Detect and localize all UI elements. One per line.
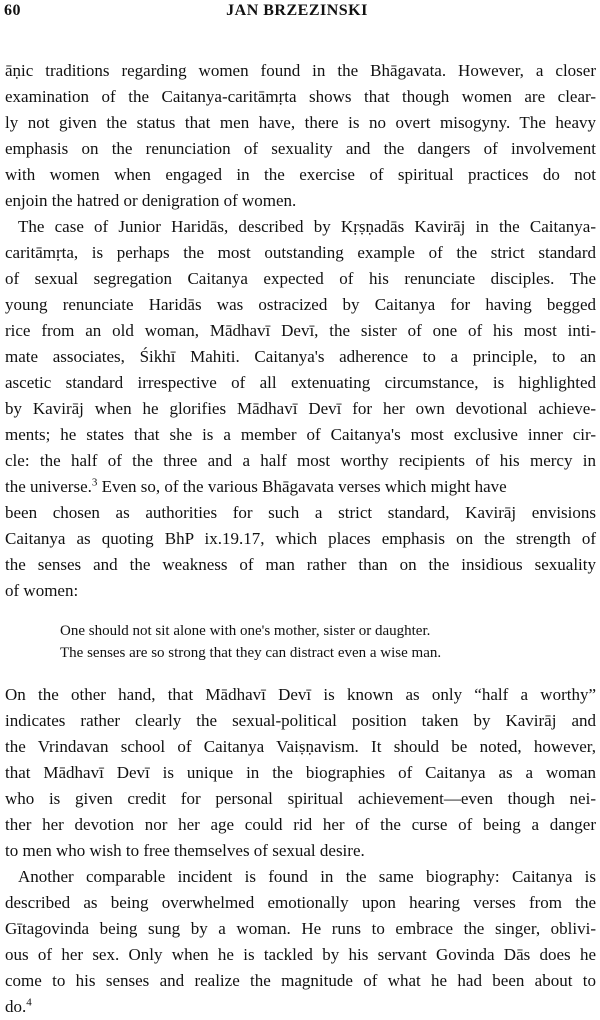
text-line: emphasis on the renunciation of sexuality and the dangers of involvement [5,139,596,158]
text-line: that Mādhavī Devī is unique in the biographies of Caitanya as a woman [5,763,596,782]
text-line: enjoin the hatred or denigration of women. [5,191,297,210]
text-line: caritāmṛta, is perhaps the most outstanding example of the strict standard [5,243,596,262]
text-line: indicates rather clearly the sexual-political position taken by Kavirāj and [5,711,596,730]
page-header [4,2,590,30]
text-line: the senses and the weakness of man rather than on the insidious sexuality [5,555,596,574]
footnote-ref[interactable]: 3 [91,476,98,489]
text-line: ments; he states that she is a member of Caitanya's most exclusive inner cir- [5,425,596,444]
text-line: ous of her sex. Only when he is tackled by his servant Govinda Dās does he [5,945,596,964]
text-line: rice from an old woman, Mādhavī Devī, the sister of one of his most inti- [5,321,596,340]
text-line: Caitanya as quoting BhP ix.19.17, which places emphasis on the strength of [5,529,596,548]
text-line: to men who wish to free themselves of sexual desire. [5,841,365,860]
text-line: āṇic traditions regarding women found in the Bhāgavata. However, a closer [5,61,596,80]
running-head: JAN BRZEZINSKI [226,2,368,19]
text-line: by Kavirāj when he glorifies Mādhavī Devī for her own devotional achieve- [5,399,596,418]
text-line: of sexual segregation Caitanya expected of his renunciate disciples. The [5,269,596,288]
text-line: who is given credit for personal spiritual achievement—even though nei- [5,789,596,808]
text-line: ly not given the status that men have, there is no overt misogyny. The heavy [5,113,596,132]
block-quote-line: The senses are so strong that they can distract even a wise man. [60,645,442,661]
body-text [0,58,600,1020]
text-line [0,474,600,500]
page-number: 60 [4,2,21,19]
text-fragment: the universe. [5,477,92,496]
text-line: ther her devotion nor her age could rid her of the curse of being a danger [5,815,596,834]
text-line: On the other hand, that Mādhavī Devī is known as only “half a worthy” [5,685,596,704]
text-line: young renunciate Haridās was ostracized by Caitanya for having begged [5,295,596,314]
text-fragment: Even so, of the various Bhāgavata verses which might have [97,477,507,496]
text-line: described as being overwhelmed emotionally upon hearing verses from the [5,893,596,912]
text-line [0,994,600,1020]
text-line: examination of the Caitanya-caritāmṛta shows that though women are clear- [5,87,596,106]
text-line: ascetic standard irrespective of all extenuating circumstance, is highlighted [5,373,596,392]
text-line: Gītagovinda being sung by a woman. He runs to embrace the singer, oblivi- [5,919,596,938]
text-line: come to his senses and realize the magnitude of what he had been about to [5,971,596,990]
block-quote-line: One should not sit alone with one's mother, sister or daughter. [60,623,431,639]
text-line: The case of Junior Haridās, described by Kṛṣṇadās Kavirāj in the Caitanya- [18,217,596,236]
text-line: Another comparable incident is found in the same biography: Caitanya is [18,867,596,886]
text-line: mate associates, Śikhī Mahiti. Caitanya's adherence to a principle, to an [5,347,596,366]
text-line: with women when engaged in the exercise of spiritual practices do not [5,165,596,184]
footnote-ref[interactable]: 4 [26,996,32,1009]
text-line: of women: [5,581,79,600]
text-line: the Vrindavan school of Caitanya Vaiṣṇavism. It should be noted, however, [5,737,596,756]
text-line: cle: the half of the three and a half most worthy recipients of his mercy in [5,451,596,470]
text-line: been chosen as authorities for such a strict standard, Kavirāj envisions [5,503,596,522]
text-fragment: do. [5,997,27,1016]
